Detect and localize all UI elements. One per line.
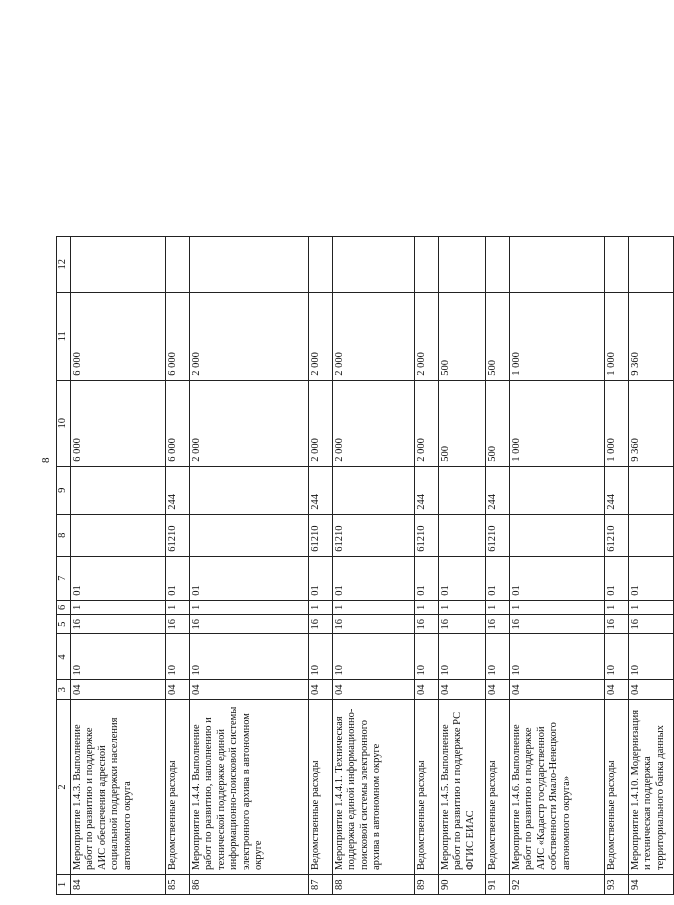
value-cell: 01 xyxy=(628,556,673,600)
value-cell: 04 xyxy=(628,680,673,700)
value-cell: 1 xyxy=(189,600,308,614)
description-cell: Ведомственные расходы xyxy=(485,700,509,875)
table-header-row xyxy=(57,236,71,894)
value-cell xyxy=(70,236,165,292)
value-cell: 10 xyxy=(165,634,189,680)
value-cell: 04 xyxy=(308,680,332,700)
row-number-cell: 93 xyxy=(604,875,628,895)
header-cell: 12 xyxy=(57,236,71,292)
value-cell: 6 000 xyxy=(70,380,165,466)
header-cell: 10 xyxy=(57,380,71,466)
row-number-cell: 92 xyxy=(509,875,604,895)
value-cell: 2 000 xyxy=(308,380,332,466)
table-row xyxy=(438,236,485,894)
value-cell: 1 xyxy=(165,600,189,614)
header-cell: 4 xyxy=(57,634,71,680)
value-cell xyxy=(308,236,332,292)
value-cell: 04 xyxy=(485,680,509,700)
value-cell: 6 000 xyxy=(165,292,189,380)
description-cell: Мероприятие 1.4.4.1. Техническая поддержка единой информационно-поисковой системы электронного архива в автономном округе xyxy=(332,700,414,875)
value-cell xyxy=(628,236,673,292)
value-cell: 04 xyxy=(414,680,438,700)
description-cell: Мероприятие 1.4.6. Выполнение работ по развитию и поддержке АИС «Кадастр государственной собственности Ямало-Ненецкого автономного округа» xyxy=(509,700,604,875)
value-cell: 500 xyxy=(485,380,509,466)
header-cell: 7 xyxy=(57,556,71,600)
value-cell: 244 xyxy=(165,466,189,514)
value-cell xyxy=(438,466,485,514)
value-cell xyxy=(332,466,414,514)
value-cell: 244 xyxy=(414,466,438,514)
description-cell: Мероприятие 1.4.5. Выполнение работ по развитию и поддержке РС ФГИС ЕИАС xyxy=(438,700,485,875)
row-number-cell: 91 xyxy=(485,875,509,895)
value-cell: 2 000 xyxy=(332,292,414,380)
value-cell: 1 xyxy=(414,600,438,614)
table-row xyxy=(485,236,509,894)
value-cell: 16 xyxy=(165,615,189,635)
value-cell: 61210 xyxy=(414,514,438,556)
value-cell: 04 xyxy=(509,680,604,700)
value-cell: 16 xyxy=(604,615,628,635)
value-cell: 61210 xyxy=(485,514,509,556)
table-row xyxy=(509,236,604,894)
header-cell: 6 xyxy=(57,600,71,614)
value-cell: 16 xyxy=(509,615,604,635)
description-cell: Мероприятие 1.4.3. Выполнение работ по развитию и поддержке АИС обеспечения адресной социальной поддержки населения автономного округа xyxy=(70,700,165,875)
value-cell: 2 000 xyxy=(308,292,332,380)
value-cell: 1 xyxy=(485,600,509,614)
description-cell: Мероприятие 1.4.10. Модернизация и техническая поддержка территориального банка данных xyxy=(628,700,673,875)
value-cell: 2 000 xyxy=(414,292,438,380)
value-cell: 61210 xyxy=(165,514,189,556)
value-cell: 16 xyxy=(414,615,438,635)
value-cell: 01 xyxy=(308,556,332,600)
value-cell: 2 000 xyxy=(189,380,308,466)
value-cell: 16 xyxy=(485,615,509,635)
value-cell xyxy=(485,236,509,292)
value-cell: 1 000 xyxy=(604,292,628,380)
value-cell: 10 xyxy=(485,634,509,680)
value-cell: 01 xyxy=(485,556,509,600)
value-cell: 01 xyxy=(604,556,628,600)
value-cell: 04 xyxy=(165,680,189,700)
table-row xyxy=(332,236,414,894)
row-number-cell: 88 xyxy=(332,875,414,895)
value-cell: 10 xyxy=(189,634,308,680)
value-cell xyxy=(628,514,673,556)
value-cell xyxy=(438,236,485,292)
row-number-cell: 94 xyxy=(628,875,673,895)
value-cell: 10 xyxy=(414,634,438,680)
value-cell xyxy=(165,236,189,292)
header-cell: 5 xyxy=(57,615,71,635)
value-cell: 10 xyxy=(70,634,165,680)
value-cell: 2 000 xyxy=(189,292,308,380)
table-row xyxy=(189,236,308,894)
description-cell: Ведомственные расходы xyxy=(165,700,189,875)
value-cell: 10 xyxy=(604,634,628,680)
row-number-cell: 84 xyxy=(70,875,165,895)
value-cell: 1 xyxy=(604,600,628,614)
value-cell: 04 xyxy=(70,680,165,700)
value-cell: 04 xyxy=(604,680,628,700)
value-cell: 61210 xyxy=(332,514,414,556)
value-cell: 01 xyxy=(332,556,414,600)
value-cell xyxy=(509,236,604,292)
value-cell: 500 xyxy=(485,292,509,380)
value-cell xyxy=(70,466,165,514)
value-cell: 01 xyxy=(165,556,189,600)
value-cell: 04 xyxy=(189,680,308,700)
header-cell: 11 xyxy=(57,292,71,380)
value-cell: 500 xyxy=(438,292,485,380)
row-number-cell: 87 xyxy=(308,875,332,895)
value-cell: 16 xyxy=(70,615,165,635)
value-cell: 61210 xyxy=(604,514,628,556)
value-cell: 01 xyxy=(509,556,604,600)
value-cell xyxy=(189,236,308,292)
value-cell: 1 xyxy=(628,600,673,614)
value-cell: 16 xyxy=(189,615,308,635)
table-body xyxy=(57,236,674,894)
row-number-cell: 90 xyxy=(438,875,485,895)
value-cell xyxy=(189,466,308,514)
value-cell xyxy=(414,236,438,292)
value-cell: 1 000 xyxy=(509,380,604,466)
value-cell xyxy=(70,514,165,556)
row-number-cell: 89 xyxy=(414,875,438,895)
value-cell: 9 360 xyxy=(628,292,673,380)
value-cell: 2 000 xyxy=(332,380,414,466)
header-cell: 8 xyxy=(57,514,71,556)
value-cell: 1 000 xyxy=(509,292,604,380)
header-cell: 2 xyxy=(57,700,71,875)
value-cell: 10 xyxy=(438,634,485,680)
value-cell: 244 xyxy=(308,466,332,514)
description-cell: Ведомственные расходы xyxy=(604,700,628,875)
value-cell xyxy=(509,514,604,556)
value-cell: 01 xyxy=(189,556,308,600)
budget-table xyxy=(56,236,674,895)
value-cell: 244 xyxy=(485,466,509,514)
value-cell: 16 xyxy=(332,615,414,635)
value-cell: 1 xyxy=(70,600,165,614)
description-cell: Ведомственные расходы xyxy=(414,700,438,875)
value-cell: 244 xyxy=(604,466,628,514)
value-cell xyxy=(332,236,414,292)
value-cell xyxy=(509,466,604,514)
value-cell: 1 000 xyxy=(604,380,628,466)
value-cell: 10 xyxy=(628,634,673,680)
value-cell: 6 000 xyxy=(165,380,189,466)
value-cell: 9 360 xyxy=(628,380,673,466)
table-row xyxy=(414,236,438,894)
table-row xyxy=(604,236,628,894)
page-number: 8 xyxy=(40,457,52,463)
value-cell: 16 xyxy=(438,615,485,635)
value-cell: 10 xyxy=(332,634,414,680)
value-cell: 1 xyxy=(332,600,414,614)
value-cell: 1 xyxy=(438,600,485,614)
value-cell: 1 xyxy=(509,600,604,614)
value-cell: 16 xyxy=(308,615,332,635)
table-row xyxy=(628,236,673,894)
header-cell: 3 xyxy=(57,680,71,700)
value-cell: 01 xyxy=(438,556,485,600)
value-cell: 04 xyxy=(332,680,414,700)
header-cell: 1 xyxy=(57,875,71,895)
value-cell xyxy=(438,514,485,556)
value-cell: 04 xyxy=(438,680,485,700)
value-cell: 01 xyxy=(70,556,165,600)
table-row xyxy=(70,236,165,894)
value-cell: 500 xyxy=(438,380,485,466)
row-number-cell: 85 xyxy=(165,875,189,895)
table-row xyxy=(308,236,332,894)
description-cell: Мероприятие 1.4.4. Выполнение работ по развитию, наполнению и технической поддержке единой информационно-поисковой системы электронного архива в автономном округе xyxy=(189,700,308,875)
table-row xyxy=(165,236,189,894)
value-cell: 61210 xyxy=(308,514,332,556)
value-cell xyxy=(604,236,628,292)
value-cell: 10 xyxy=(308,634,332,680)
value-cell: 10 xyxy=(509,634,604,680)
value-cell: 01 xyxy=(414,556,438,600)
row-number-cell: 86 xyxy=(189,875,308,895)
value-cell: 2 000 xyxy=(414,380,438,466)
value-cell xyxy=(189,514,308,556)
value-cell: 1 xyxy=(308,600,332,614)
value-cell xyxy=(628,466,673,514)
header-cell: 9 xyxy=(57,466,71,514)
description-cell: Ведомственные расходы xyxy=(308,700,332,875)
value-cell: 16 xyxy=(628,615,673,635)
value-cell: 6 000 xyxy=(70,292,165,380)
